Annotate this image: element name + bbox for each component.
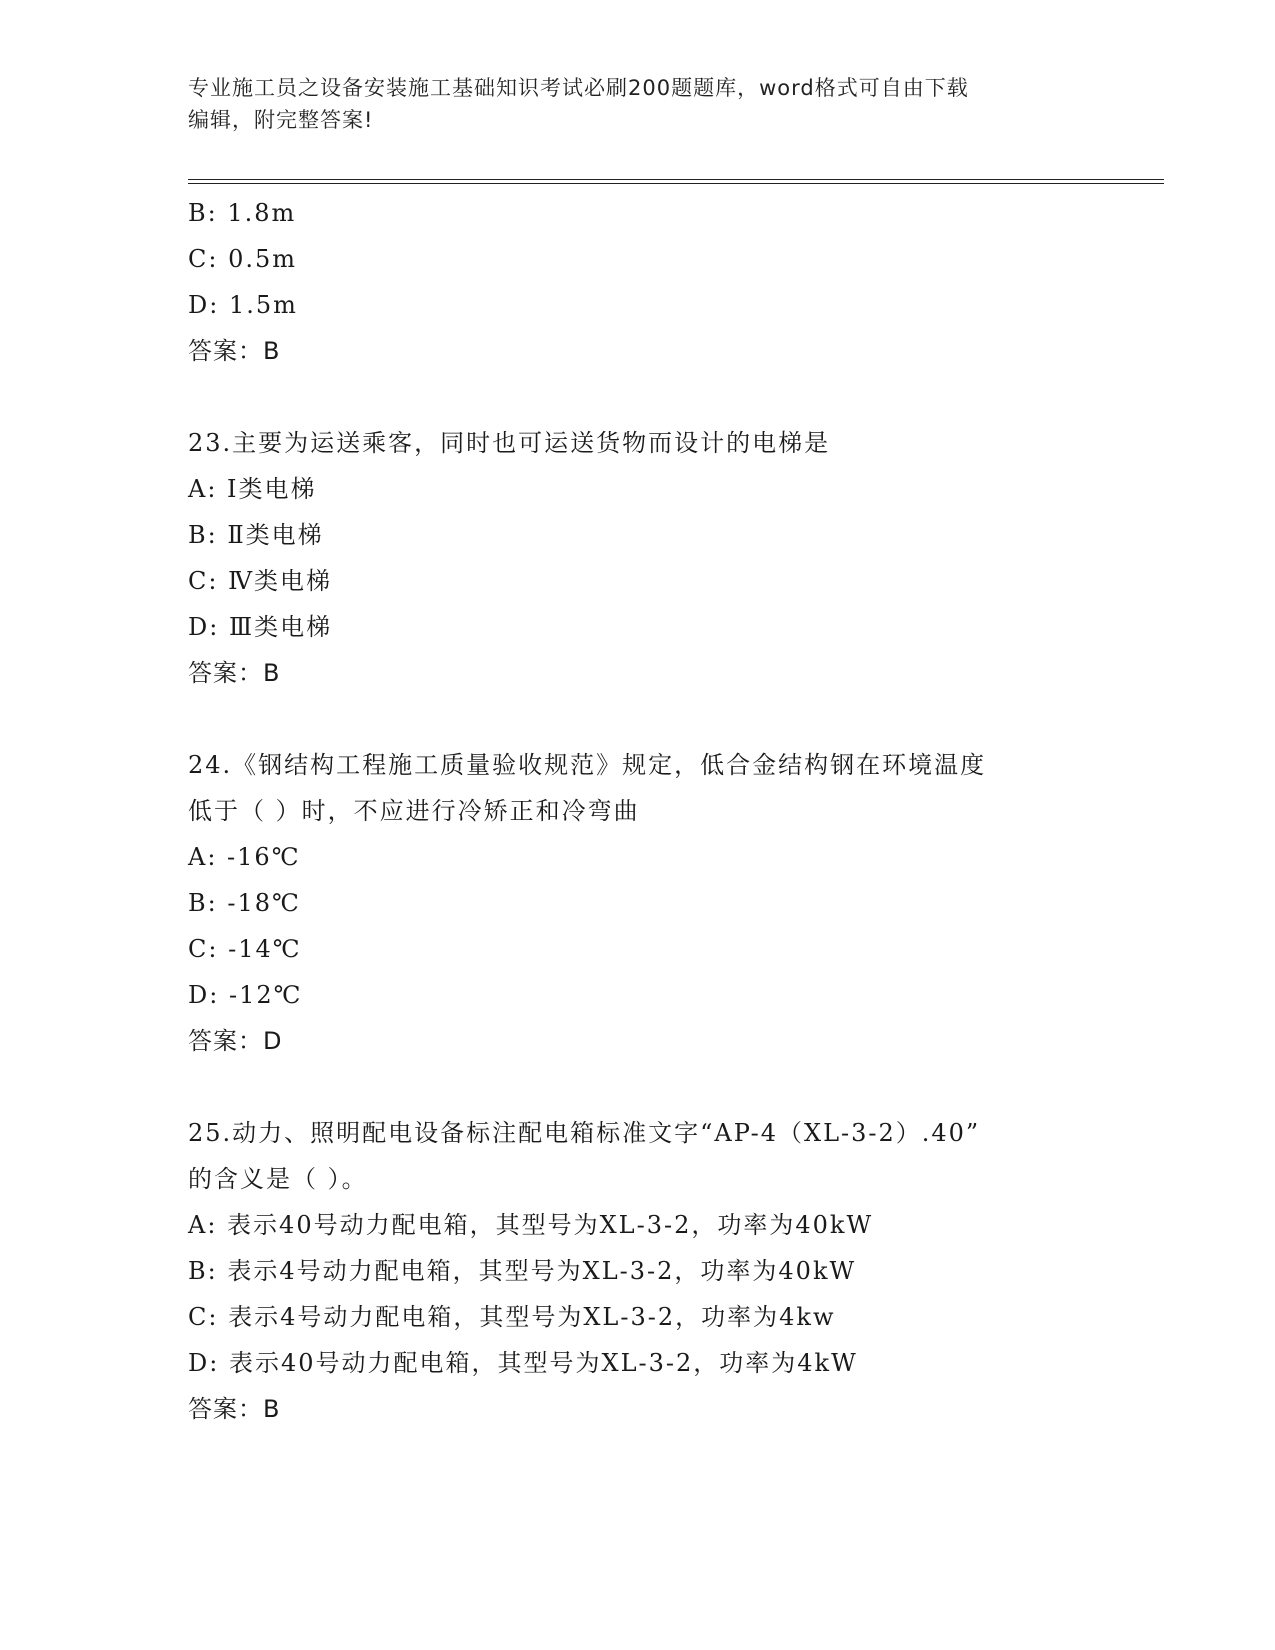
question-24-block bbox=[188, 742, 1088, 1064]
option-c: C: 表示4号动力配电箱，其型号为XL-3-2，功率为4kw bbox=[188, 1303, 836, 1331]
header-title-line-2: 编辑，附完整答案! bbox=[188, 108, 374, 132]
answer-line: 答案：D bbox=[188, 1027, 283, 1055]
option-d: D: Ⅲ类电梯 bbox=[188, 613, 333, 641]
question-stem-line-2: 低于（ ）时，不应进行冷矫正和冷弯曲 bbox=[188, 797, 640, 825]
question-content bbox=[188, 190, 1088, 1432]
header-divider-bottom bbox=[188, 183, 1164, 184]
answer-line: 答案：B bbox=[188, 659, 281, 687]
option-c: C: Ⅳ类电梯 bbox=[188, 567, 333, 595]
question-stem-line-2: 的含义是（ ）。 bbox=[188, 1165, 368, 1193]
option-b: B: -18℃ bbox=[188, 889, 301, 917]
option-d: D: 1.5m bbox=[188, 291, 298, 319]
option-b: B: 1.8m bbox=[188, 199, 297, 227]
spacer bbox=[188, 1064, 1088, 1110]
answer-line: 答案：B bbox=[188, 1395, 281, 1423]
option-d: D: -12℃ bbox=[188, 981, 303, 1009]
question-25-block bbox=[188, 1110, 1088, 1432]
option-c: C: 0.5m bbox=[188, 245, 298, 273]
header-title-line-1: 专业施工员之设备安装施工基础知识考试必刷200题题库，word格式可自由下载 bbox=[188, 76, 969, 100]
answer-line: 答案：B bbox=[188, 337, 281, 365]
previous-question-block bbox=[188, 190, 1088, 374]
option-a: A: Ⅰ类电梯 bbox=[188, 475, 317, 503]
document-header bbox=[188, 72, 1088, 136]
question-23-block bbox=[188, 420, 1088, 696]
option-a: A: 表示40号动力配电箱，其型号为XL-3-2，功率为40kW bbox=[188, 1211, 874, 1239]
option-c: C: -14℃ bbox=[188, 935, 302, 963]
spacer bbox=[188, 374, 1088, 420]
option-b: B: Ⅱ类电梯 bbox=[188, 521, 324, 549]
spacer bbox=[188, 696, 1088, 742]
option-a: A: -16℃ bbox=[188, 843, 301, 871]
question-stem-line-1: 24.《钢结构工程施工质量验收规范》规定，低合金结构钢在环境温度 bbox=[188, 751, 987, 779]
header-divider-top bbox=[188, 179, 1164, 180]
question-stem-line-1: 25.动力、照明配电设备标注配电箱标准文字“AP-4（XL-3-2）.40” bbox=[188, 1119, 981, 1147]
option-d: D: 表示40号动力配电箱，其型号为XL-3-2，功率为4kW bbox=[188, 1349, 858, 1377]
option-b: B: 表示4号动力配电箱，其型号为XL-3-2，功率为40kW bbox=[188, 1257, 857, 1285]
question-stem: 23.主要为运送乘客，同时也可运送货物而设计的电梯是 bbox=[188, 429, 831, 457]
